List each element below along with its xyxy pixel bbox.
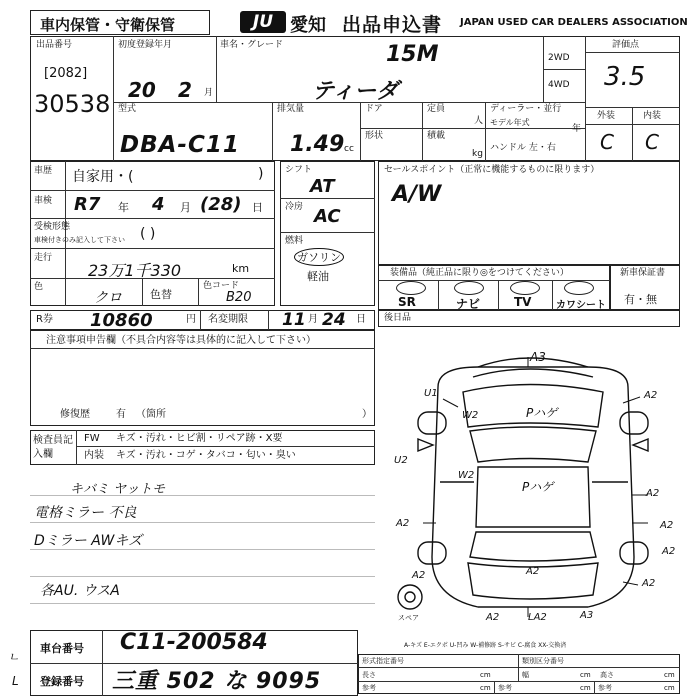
name-change-label: 名変期限 [208, 314, 248, 325]
drive-4wd: 4WD [548, 80, 570, 90]
lot-label: 出品番号 [36, 40, 73, 50]
repair-value: 有 [116, 409, 126, 420]
notes-label: 注意事項申告欄（不具合内容等は具体的に記入して下さい） [46, 335, 316, 346]
model-value: DBA-C11 [120, 132, 240, 158]
fuel-gasoline [294, 248, 344, 266]
ref-label-3: 参考 [598, 684, 612, 692]
repair-location-label: （箇所 [136, 409, 166, 420]
footer-table [358, 654, 680, 694]
width-unit: cm [580, 671, 591, 679]
color-code-label: 色コード [203, 281, 240, 291]
displacement-label: 排気量 [277, 104, 305, 114]
equip-seat: カワシート [556, 300, 606, 311]
displacement-value: 1.49 [290, 132, 345, 157]
handle-label: ハンドル 左・右 [490, 143, 556, 153]
inspector-note-3: Dミラー AWキズ [34, 533, 143, 549]
receipt-label: 受検形態 [34, 222, 71, 232]
dmg-w2-side: W2 [458, 470, 475, 481]
inspector-note-4: 各AU. ウスA [40, 583, 120, 599]
fuel-label: 燃料 [285, 236, 304, 246]
displacement-unit: cc [344, 144, 354, 154]
dmg-a2-bl: A2 [486, 612, 500, 623]
name-change-month: 11 [282, 310, 306, 330]
dmg-w2-front: W2 [462, 410, 479, 421]
dmg-a2-l1: A2 [396, 518, 410, 529]
model-year-unit: 年 [572, 124, 582, 134]
equip-marks [388, 281, 608, 295]
inspection-month: 4 [152, 194, 165, 215]
length-unit: cm [480, 671, 491, 679]
car-diagram [378, 327, 680, 627]
dmg-a2-l2: A2 [412, 570, 426, 581]
aftermarket-label: 後日品 [384, 313, 412, 323]
spare-label: スペア [398, 614, 419, 622]
selling-points-label: セールスポイント（正常に機能するものに限ります） [384, 165, 600, 175]
inspector-note-2: 電格ミラー 不良 [34, 505, 137, 521]
inspection-year-unit: 年 [118, 201, 129, 214]
dmg-a2-r3: A2 [662, 546, 676, 557]
color-value: クロ [94, 290, 122, 306]
storage-title: 車内保管・守衛保管 [40, 16, 176, 34]
ju-logo-text: JU [252, 12, 274, 32]
recycle-amount: 10860 [90, 310, 153, 331]
plate-value: 三重 502 な 9095 [112, 669, 322, 694]
recycle-label: R券 [36, 314, 53, 325]
equip-sr: SR [398, 295, 416, 309]
category-label: 類別区分番号 [522, 657, 564, 665]
color-label: 色 [34, 282, 44, 292]
interior-insp-items: キズ・汚れ・コゲ・タバコ・匂い・臭い [116, 450, 296, 461]
dmg-a2-r1: A2 [646, 488, 660, 499]
name-change-day-unit: 日 [356, 314, 366, 325]
repair-label: 修復歴 [60, 409, 90, 420]
name-change-month-unit: 月 [308, 314, 318, 325]
car-name-label: 車名・グレード [220, 40, 284, 50]
name-change-day: 24 [322, 310, 346, 330]
warranty-value: 有・無 [624, 293, 657, 306]
selling-points-value: A/W [392, 182, 442, 207]
shift-value: AT [310, 176, 335, 197]
ac-value: AC [314, 206, 341, 227]
chassis-label: 車台番号 [40, 642, 84, 655]
mileage-label: 走行 [34, 253, 53, 263]
chassis-value: C11-200584 [120, 630, 268, 655]
load-label: 積載 [427, 131, 446, 141]
capacity-unit: 人 [474, 116, 484, 126]
height-unit: cm [664, 671, 675, 679]
exterior-label: 外装 [597, 111, 616, 121]
evaluation-score: 3.5 [604, 62, 646, 92]
ref-unit-1: cm [480, 684, 491, 692]
dmg-a2-fr: A2 [644, 390, 658, 401]
dmg-p-roof: Pハゲ [522, 480, 554, 494]
interior-label: 内装 [643, 111, 662, 121]
car-name: ティーダ [312, 79, 399, 104]
inspector-note-1: キバミ ヤットモ [70, 482, 166, 497]
fw-label: FW [84, 433, 100, 444]
ref-label-2: 参考 [498, 684, 512, 692]
model-year-label: モデル年式 [490, 118, 530, 127]
aftermarket-block [378, 310, 680, 327]
margin-mark-2: L [12, 674, 19, 688]
margin-mark-1: ㄴ [8, 650, 20, 664]
door-label: ドア [365, 104, 383, 114]
ju-logo [240, 11, 286, 33]
receipt-note: 車検付きのみ記入して下さい [34, 236, 125, 244]
registration-label: 初度登録年月 [118, 40, 173, 50]
history-value: 自家用・( [72, 169, 134, 185]
repair-location-close: ） [362, 409, 372, 420]
ref-unit-2: cm [580, 684, 591, 692]
plate-label: 登録番号 [40, 675, 84, 688]
dmg-u2: U2 [394, 455, 408, 466]
org-name: 愛知 [290, 15, 326, 36]
equip-tv: TV [514, 295, 532, 309]
mileage-value: 23万1千330 [88, 261, 182, 280]
inspection-month-unit: 月 [180, 201, 191, 214]
dmg-a3-rear: A3 [580, 610, 594, 621]
history-close: ) [258, 166, 264, 182]
capacity-label: 定員 [427, 104, 446, 114]
ac-label: 冷房 [285, 202, 304, 212]
exterior-grade: C [600, 130, 614, 154]
damage-legend: A-キズ E-エクボ U-凹み W-補修跡 S-サビ C-腐食 XX-交換済 [404, 642, 567, 649]
dmg-p-front: Pハゲ [526, 406, 558, 420]
height-label: 高さ [600, 671, 614, 679]
shift-label: シフト [285, 165, 313, 175]
shape-label: 形状 [365, 131, 384, 141]
color-code: B20 [226, 290, 252, 305]
registration-month-unit: 月 [204, 88, 214, 98]
registration-month: 2 [178, 78, 192, 102]
dmg-a2-trunk: A2 [526, 566, 540, 577]
interior-insp-label: 内装 [84, 450, 104, 461]
dmg-a2-r2: A2 [660, 520, 674, 531]
equipment-label: 装備品（純正品に限り◎をつけてください） [390, 268, 569, 278]
inspection-day: (28) [200, 194, 242, 215]
width-label: 幅 [522, 671, 529, 679]
equip-navi: ナビ [456, 297, 481, 311]
dmg-u1: U1 [424, 388, 438, 399]
lot-number: 30538 [34, 90, 111, 118]
load-unit: kg [472, 149, 483, 159]
association-name: JAPAN USED CAR DEALERS ASSOCIATION [460, 17, 688, 28]
inspection-era: R7 [74, 194, 101, 215]
history-label: 車歴 [34, 166, 53, 176]
color-change-label: 色替 [150, 288, 172, 301]
fuel-gasoline-text: ガソリン [294, 248, 344, 266]
dmg-a2-r4: A2 [642, 578, 656, 589]
interior-grade: C [645, 130, 659, 154]
dmg-a3-front: A3 [530, 350, 546, 364]
length-label: 長さ [362, 671, 376, 679]
drive-2wd: 2WD [548, 53, 570, 63]
car-grade: 15M [386, 42, 439, 67]
evaluation-label: 評価点 [612, 40, 640, 50]
ref-label-1: 参考 [362, 684, 376, 692]
fw-items: キズ・汚れ・ヒビ割・リペア跡・X要 [116, 433, 283, 444]
ref-unit-3: cm [664, 684, 675, 692]
receipt-value: ( ) [140, 226, 156, 242]
mileage-unit: km [232, 262, 250, 275]
inspector-label: 検査員記入欄 [33, 435, 73, 460]
inspection-label: 車検 [34, 196, 53, 206]
recycle-unit: 円 [186, 314, 196, 325]
warranty-label: 新車保証書 [620, 268, 666, 278]
dmg-la2: LA2 [528, 612, 547, 623]
fuel-diesel: 軽油 [307, 270, 329, 283]
lot-sub-number: [2082] [44, 66, 88, 81]
dealer-label: ディーラー・並行 [490, 104, 562, 114]
selling-points-block [378, 161, 680, 265]
registration-year: 20 [128, 78, 156, 102]
form-title: 出品申込書 [342, 14, 443, 36]
form-type-label: 形式指定番号 [362, 657, 404, 665]
model-label: 型式 [118, 104, 137, 114]
inspection-day-unit: 日 [252, 201, 263, 214]
